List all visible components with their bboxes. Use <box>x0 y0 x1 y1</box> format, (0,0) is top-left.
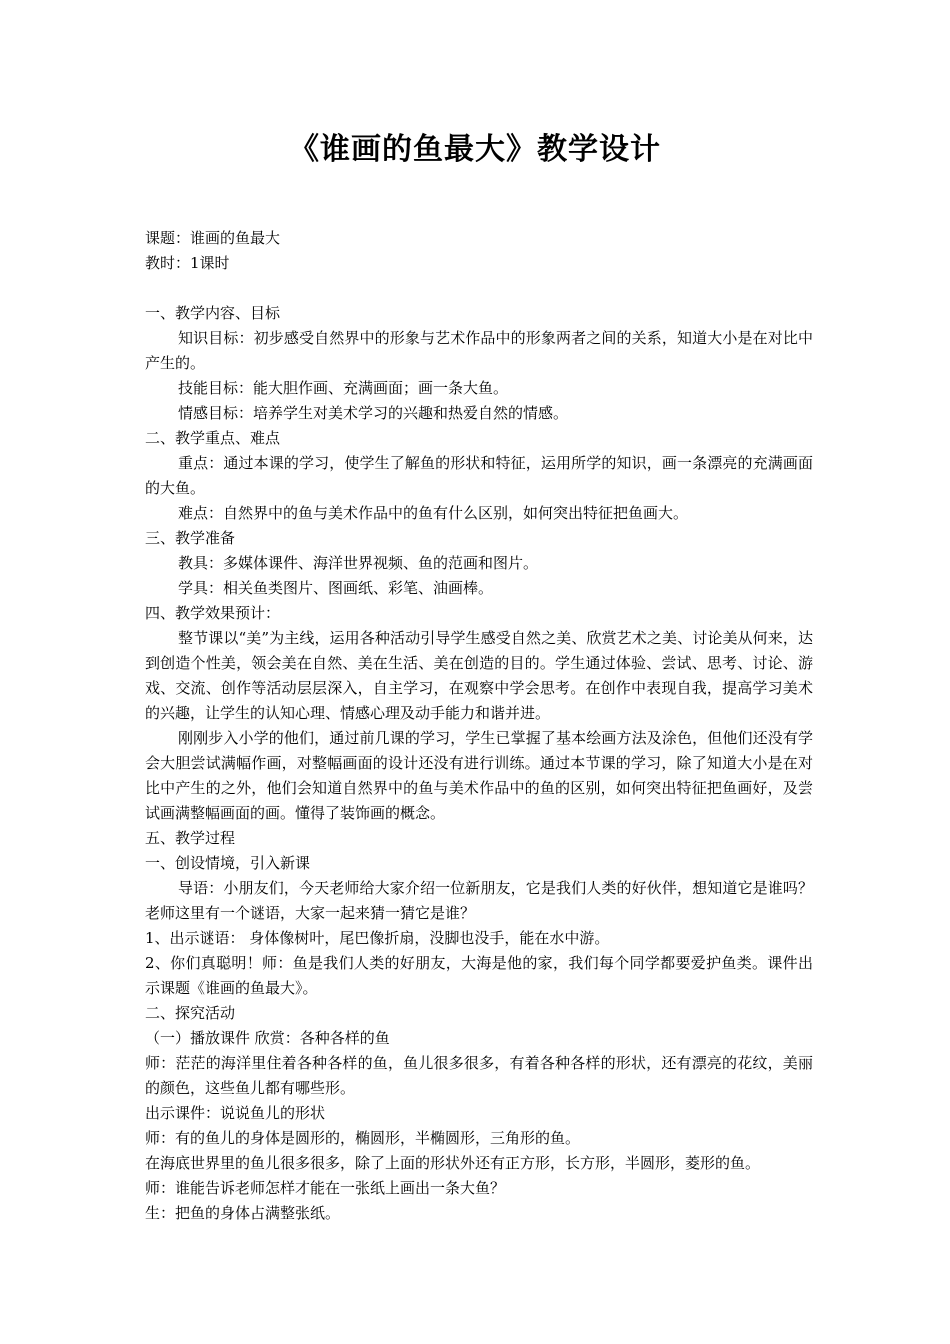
riddle-paragraph: 1、出示谜语： 身体像树叶，尾巴像折扇，没脚也没手，能在水中游。 <box>145 929 610 947</box>
section-heading-expected-effect: 四、教学效果预计： <box>145 604 281 622</box>
section-heading-content-goals: 一、教学内容、目标 <box>145 304 281 322</box>
student-paragraph: 生：把鱼的身体占满整张纸。 <box>145 1204 341 1222</box>
courseware-paragraph: 出示课件：说说鱼儿的形状 <box>145 1104 326 1122</box>
intro-paragraph: 导语：小朋友们，今天老师给大家介绍一位新朋友，它是我们人类的好伙伴，想知道它是谁吗？老师这里有一个谜语，大家一起来猜一猜它是谁？ <box>145 879 813 922</box>
document-title: 《谁画的鱼最大》教学设计 <box>289 132 661 167</box>
skill-goal-paragraph: 技能目标：能大胆作画、充满画面；画一条大鱼。 <box>178 379 509 397</box>
teacher-paragraph-3: 师：谁能告诉老师怎样才能在一张纸上画出一条大鱼？ <box>145 1179 506 1197</box>
document-body <box>145 226 813 1226</box>
section-heading-key-points: 二、教学重点、难点 <box>145 429 281 447</box>
section-heading-preparation: 三、教学准备 <box>145 529 236 547</box>
answer-paragraph: 2、你们真聪明！师：鱼是我们人类的好朋友，大海是他的家，我们每个同学都要爱护鱼类。课件出示课题《谁画的鱼最大》。 <box>145 954 813 997</box>
teacher-paragraph-1: 师：茫茫的海洋里住着各种各样的鱼，鱼儿很多很多，有着各种各样的形状，还有漂亮的花纹，美丽的颜色，这些鱼儿都有哪些形。 <box>145 1054 813 1097</box>
expected-effect-paragraph-2: 刚刚步入小学的他们，通过前几课的学习，学生已掌握了基本绘画方法及涂色，但他们还没有学会大胆尝试满幅作画，对整幅画面的设计还没有进行训练。通过本节课的学习，除了知道大小是在对比中产生的之外，他们会知道自然界中的鱼与美术作品中的鱼的区别，如何突出特征把鱼画好，及尝试画满整幅画面的画。懂得了装饰画的概念。 <box>145 729 813 822</box>
teacher-tools-paragraph: 教具：多媒体课件、海洋世界视频、鱼的范画和图片。 <box>178 554 539 572</box>
section-heading-process: 五、教学过程 <box>145 829 236 847</box>
process-heading-intro: 一、创设情境，引入新课 <box>145 854 311 872</box>
class-hours: 教时：1课时 <box>145 254 230 272</box>
process-heading-explore: 二、探究活动 <box>145 1004 236 1022</box>
student-tools-paragraph: 学具：相关鱼类图片、图画纸、彩笔、油画棒。 <box>178 579 494 597</box>
teacher-paragraph-2: 师：有的鱼儿的身体是圆形的，椭圆形，半椭圆形，三角形的鱼。 <box>145 1129 581 1147</box>
emotion-goal-paragraph: 情感目标：培养学生对美术学习的兴趣和热爱自然的情感。 <box>178 404 569 422</box>
explore-subheading: （一）播放课件 欣赏：各种各样的鱼 <box>145 1029 390 1047</box>
knowledge-goal-paragraph: 知识目标：初步感受自然界中的形象与艺术作品中的形象两者之间的关系，知道大小是在对比中产生的。 <box>145 329 813 372</box>
seafloor-paragraph: 在海底世界里的鱼儿很多很多，除了上面的形状外还有正方形，长方形，半圆形，菱形的鱼。 <box>145 1154 761 1172</box>
difficult-point-paragraph: 难点：自然界中的鱼与美术作品中的鱼有什么区别，如何突出特征把鱼画大。 <box>178 504 689 522</box>
course-topic: 课题：谁画的鱼最大 <box>145 229 281 247</box>
key-point-paragraph: 重点：通过本课的学习，使学生了解鱼的形状和特征，运用所学的知识，画一条漂亮的充满画面的大鱼。 <box>145 454 813 497</box>
expected-effect-paragraph-1: 整节课以“美”为主线，运用各种活动引导学生感受自然之美、欣赏艺术之美、讨论美从何来，达到创造个性美，领会美在自然、美在生活、美在创造的目的。学生通过体验、尝试、思考、讨论、游戏、交流、创作等活动层层深入，自主学习，在观察中学会思考。在创作中表现自我，提高学习美术的兴趣，让学生的认知心理、情感心理及动手能力和谐并进。 <box>145 629 813 722</box>
spacer <box>145 276 813 301</box>
